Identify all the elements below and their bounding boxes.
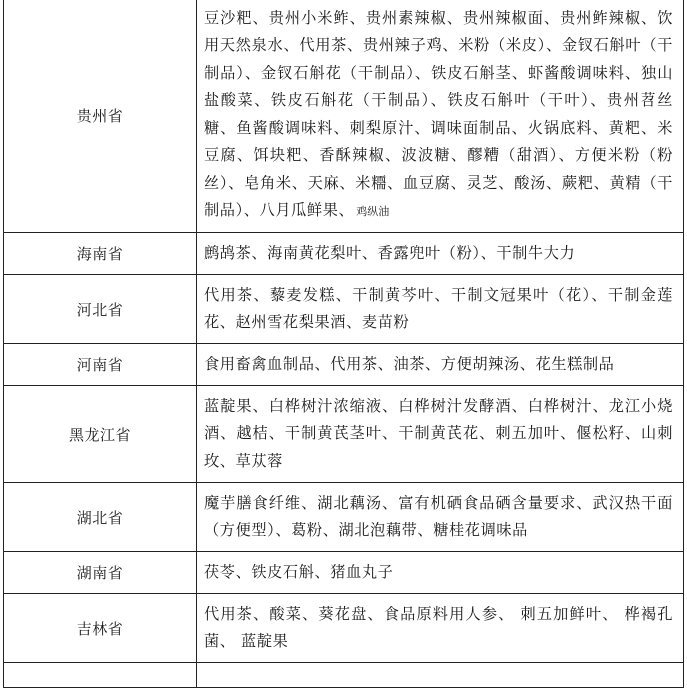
province-cell: 黑龙江省 <box>4 386 197 483</box>
table-row <box>4 386 684 483</box>
items-cell: 鹧鸪茶、海南黄花梨叶、香露兜叶（粉）、干制牛大力 <box>197 233 684 275</box>
table-row-partial <box>4 663 684 688</box>
province-cell: 吉林省 <box>4 594 197 663</box>
table-row <box>4 233 684 275</box>
handwritten-note: 鸡纵油 <box>356 205 390 218</box>
province-cell-empty <box>4 663 197 688</box>
items-cell: 食用畜禽血制品、代用茶、油茶、方便胡辣汤、花生糕制品 <box>197 344 684 386</box>
table-row <box>4 0 684 233</box>
items-cell-empty <box>197 663 684 688</box>
items-cell: 代用茶、藜麦发糕、干制黄芩叶、干制文冠果叶（花）、干制金莲花、赵州雪花梨果酒、麦苗粉 <box>197 275 684 344</box>
table-row <box>4 594 684 663</box>
local-food-standards-table <box>3 0 684 688</box>
items-cell <box>197 0 684 233</box>
items-cell: 蓝靛果、白桦树汁浓缩液、白桦树汁发酵酒、白桦树汁、龙江小烧酒、越桔、干制黄芪茎叶、干制黄芪花、刺五加叶、偃松籽、山刺玫、草苁蓉 <box>197 386 684 483</box>
province-cell: 河北省 <box>4 275 197 344</box>
table-row <box>4 275 684 344</box>
table-row <box>4 483 684 552</box>
items-cell: 魔芋膳食纤维、湖北藕汤、富有机硒食品硒含量要求、武汉热干面（方便型）、葛粉、湖北泡藕带、糖桂花调味品 <box>197 483 684 552</box>
items-cell: 茯苓、铁皮石斛、猪血丸子 <box>197 552 684 594</box>
table-row <box>4 552 684 594</box>
province-cell: 河南省 <box>4 344 197 386</box>
items-text: 豆沙粑、贵州小米鲊、贵州素辣椒、贵州辣椒面、贵州鲊辣椒、饮用天然泉水、代用茶、贵州辣子鸡、米粉（米皮）、金钗石斛叶（干制品）、金钗石斛花（干制品）、铁皮石斛茎、虾酱酸调味料、独山盐酸菜、铁皮石斛花（干制品）、铁皮石斛叶（干叶）、贵州苕丝糖、鱼酱酸调味料、刺梨原汁、调味面制品、火锅底料、黄粑、米豆腐、饵块粑、香酥辣椒、波波糖、醪糟（甜酒）、方便米粉（粉丝）、皂角米、天麻、米糥、血豆腐、灵芝、酸汤、蕨粑、黄精（干制品）、八月瓜鲜果、 <box>204 8 673 219</box>
province-cell: 贵州省 <box>4 0 197 233</box>
province-cell: 湖北省 <box>4 483 197 552</box>
province-cell: 湖南省 <box>4 552 197 594</box>
items-cell: 代用茶、酸菜、葵花盘、食品原料用人参、 刺五加鲜叶、 桦褐孔菌、 蓝靛果 <box>197 594 684 663</box>
province-cell: 海南省 <box>4 233 197 275</box>
table-row <box>4 344 684 386</box>
